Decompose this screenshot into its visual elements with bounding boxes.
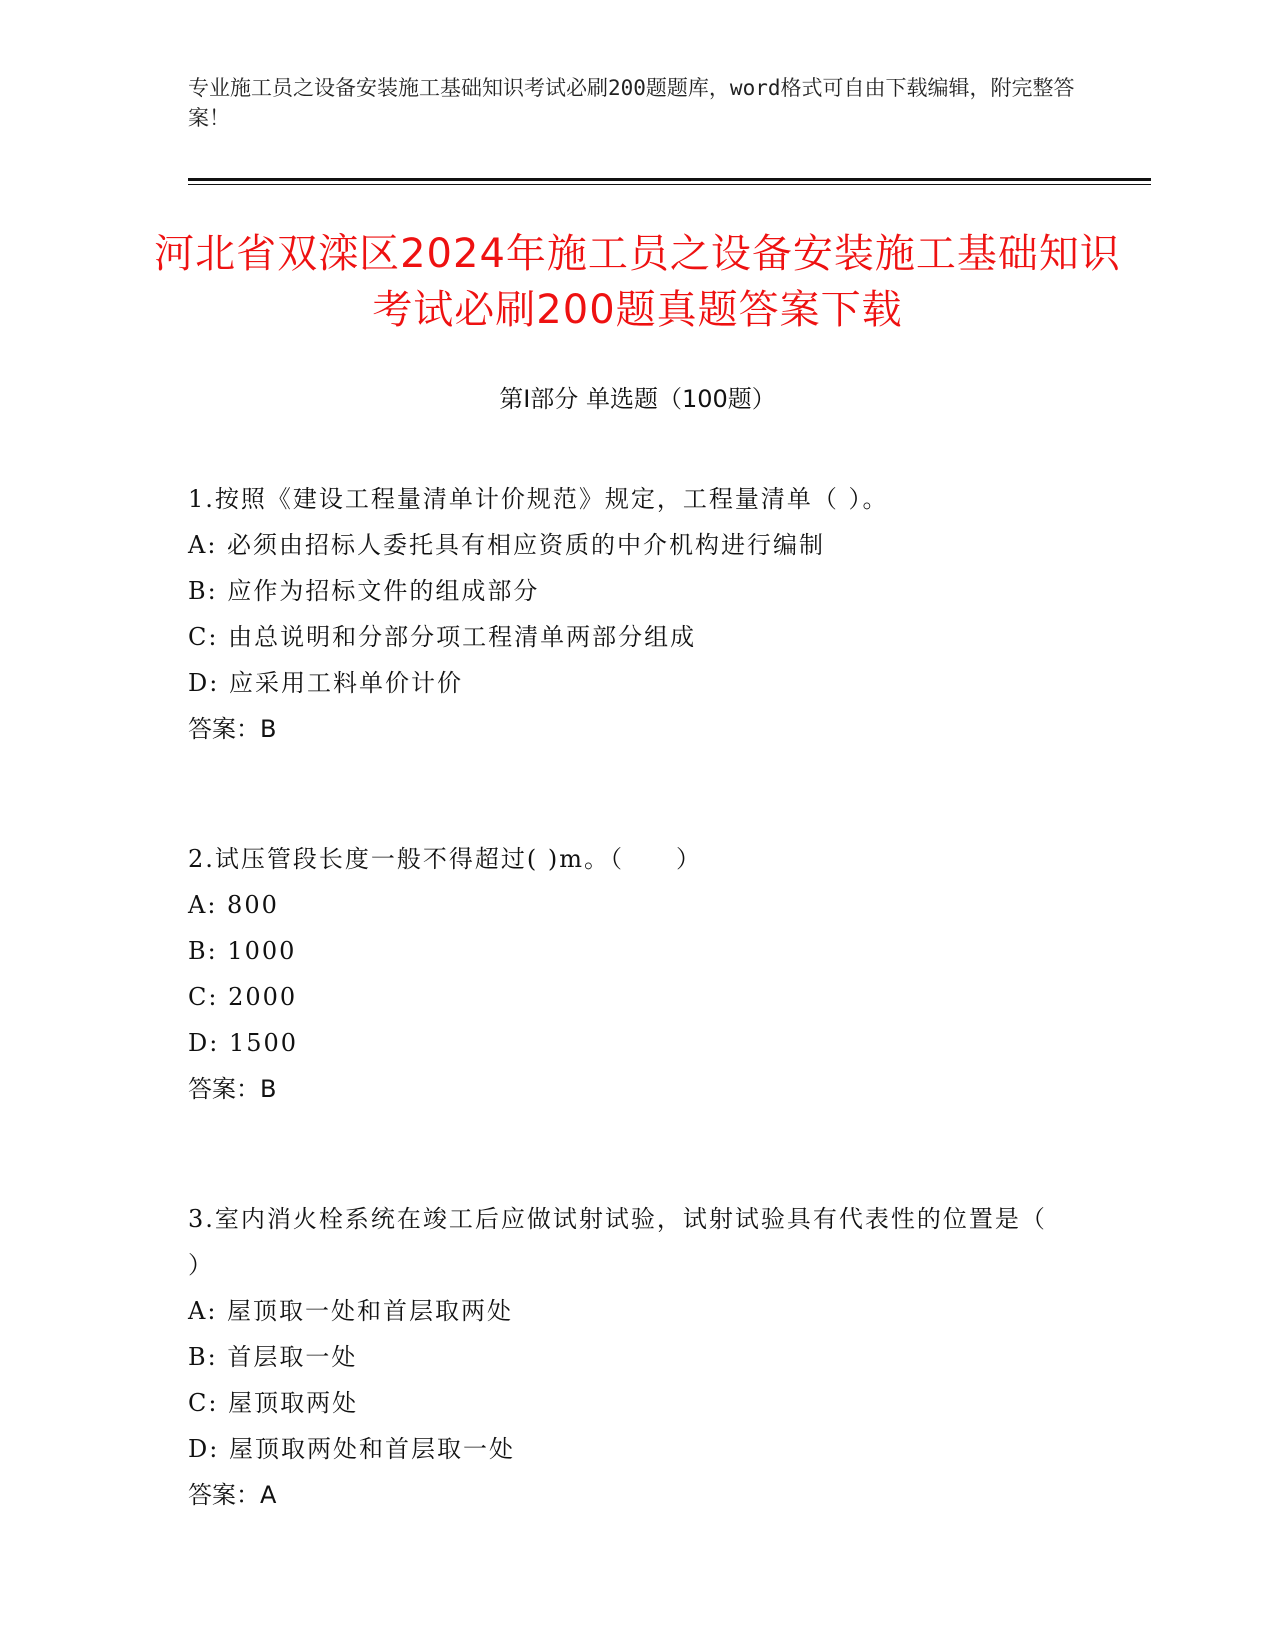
header-divider-thick	[188, 178, 1151, 181]
answer: 答案：A	[188, 1481, 277, 1509]
answer: 答案：B	[188, 715, 277, 743]
answer: 答案：B	[188, 1075, 277, 1103]
option-a: A: 800	[188, 891, 279, 919]
option-b: B: 1000	[188, 937, 297, 965]
question-stem: 2.试压管段长度一般不得超过( )m。（ ）	[188, 845, 703, 873]
question-spacer	[188, 752, 1068, 836]
question-2	[188, 836, 1068, 1112]
option-b: B: 应作为招标文件的组成部分	[188, 577, 540, 605]
header-note: 专业施工员之设备安装施工基础知识考试必刷200题题库，word格式可自由下载编辑，附完整答案！	[188, 76, 1075, 130]
header-divider-thin	[188, 184, 1151, 185]
option-d: D: 应采用工料单价计价	[188, 669, 463, 697]
question-list	[188, 476, 1068, 1518]
option-c: C: 2000	[188, 983, 298, 1011]
question-spacer	[188, 1112, 1068, 1196]
option-a: A: 必须由招标人委托具有相应资质的中介机构进行编制	[188, 531, 826, 559]
option-d: D: 屋顶取两处和首层取一处	[188, 1435, 515, 1463]
option-d: D: 1500	[188, 1029, 299, 1057]
question-stem: 1.按照《建设工程量清单计价规范》规定，工程量清单（ ）。	[188, 485, 889, 513]
question-3	[188, 1196, 1068, 1518]
option-a: A: 屋顶取一处和首层取两处	[188, 1297, 514, 1325]
option-c: C: 由总说明和分部分项工程清单两部分组成	[188, 623, 697, 651]
question-1	[188, 476, 1068, 752]
option-c: C: 屋顶取两处	[188, 1389, 359, 1417]
option-b: B: 首层取一处	[188, 1343, 358, 1371]
section-title: 第Ⅰ部分 单选题（100题）	[499, 385, 776, 413]
document-title: 河北省双滦区2024年施工员之设备安装施工基础知识考试必刷200题真题答案下载	[154, 231, 1121, 333]
question-stem: 3.室内消火栓系统在竣工后应做试射试验，试射试验具有代表性的位置是（ ）	[188, 1205, 1047, 1279]
